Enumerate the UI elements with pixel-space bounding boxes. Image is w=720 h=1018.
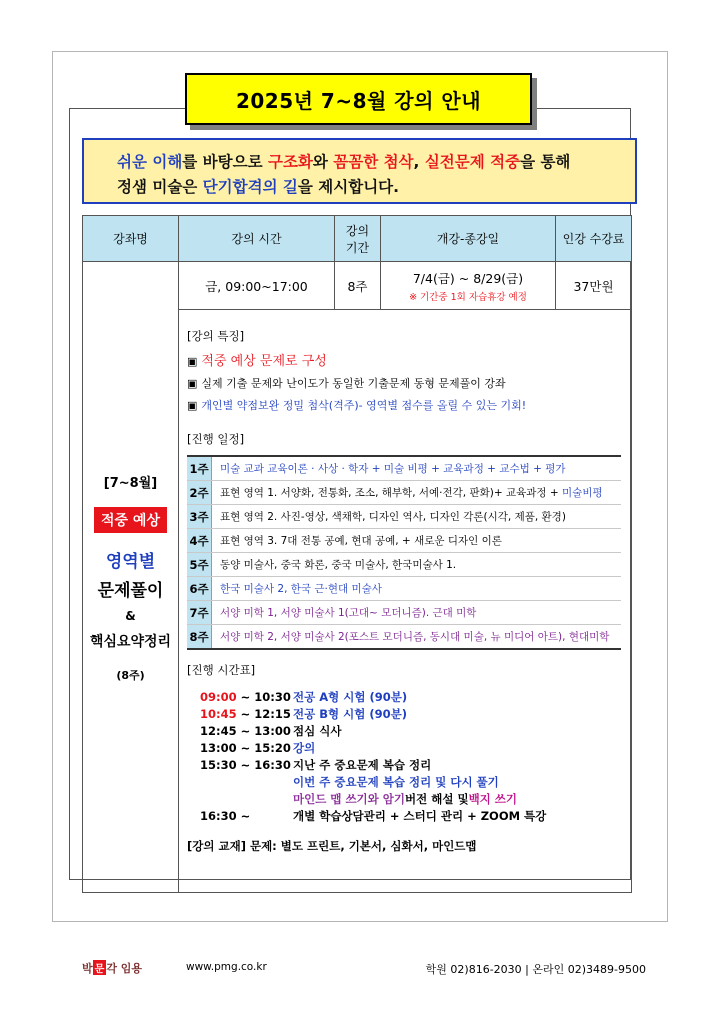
website-link[interactable]: www.pmg.co.kr — [186, 961, 267, 973]
table-row — [187, 577, 621, 601]
square-bullet-icon: ▣ — [187, 399, 198, 412]
tt-end: ~ 12:15 — [236, 706, 291, 721]
table-row — [187, 625, 621, 650]
header-dates: 개강-종강일 — [381, 216, 556, 262]
intro-text: 를 바탕으로 — [182, 153, 268, 171]
week-content — [212, 481, 622, 505]
week-label: 2주 — [187, 481, 212, 505]
intro-text: 실전문제 적중 — [424, 153, 521, 171]
intro-text: 와 — [312, 153, 334, 171]
header-course: 강좌명 — [83, 216, 179, 262]
feature-text: 적중 예상 문제로 구성 — [201, 354, 327, 369]
course-solve: 문제풀이 — [97, 580, 164, 601]
features-heading: [강의 특징] — [187, 329, 245, 343]
intro-text: 정샘 미술은 — [117, 178, 203, 196]
intro-text: 꼼꼼한 첨삭 — [333, 153, 414, 171]
tt-time — [200, 690, 293, 704]
schedule-heading: [진행 일정] — [187, 432, 245, 446]
header-period-l2: 기간 — [345, 240, 370, 255]
period-cell: 8주 — [335, 262, 381, 310]
schedule-table — [187, 455, 621, 650]
table-row — [187, 601, 621, 625]
week-text: 표현 영역 1. 서양화, 전통화, 조소, 해부학, 서예·전각, 판화)+ 교육과정 + — [220, 487, 563, 499]
tt-activity: 이번 주 중요문제 복습 정리 및 다시 풀기 — [293, 774, 499, 789]
tt-activity: 개별 학습상담관리 + 스터디 관리 + ZOOM 특강 — [293, 808, 547, 823]
square-bullet-icon: ▣ — [187, 355, 198, 368]
header-period — [335, 216, 381, 262]
course-weeks: (8주) — [116, 668, 145, 682]
week-label: 5주 — [187, 553, 212, 577]
week-content: 표현 영역 2. 사진-영상, 색채학, 디자인 역사, 디자인 각론(시각, 제품, 환경) — [212, 505, 622, 529]
header-period-l1: 강의 — [345, 223, 370, 238]
timetable-row — [200, 688, 631, 705]
week-label: 3주 — [187, 505, 212, 529]
table-header-row — [83, 216, 632, 262]
week-label: 1주 — [187, 456, 212, 481]
intro-text: 단기합격의 길 — [202, 178, 298, 196]
fee-cell: 37만원 — [556, 262, 632, 310]
table-row — [187, 529, 621, 553]
footer — [76, 960, 646, 980]
dates-cell — [381, 262, 556, 310]
logo-mark: 문 — [93, 960, 107, 975]
tt-activity: 전공 A형 시험 (90분) — [293, 689, 408, 704]
intro-text: 을 통해 — [520, 153, 571, 171]
timetable — [200, 688, 631, 824]
timetable-row — [200, 739, 631, 756]
tt-activity: 백지 쓰기 — [468, 791, 518, 806]
brand-logo — [82, 960, 142, 976]
week-content: 한국 미술사 2, 한국 근·현대 미술사 — [212, 577, 622, 601]
week-content: 서양 미학 2, 서양 미술사 2(포스트 모더니즘, 동시대 미술, 뉴 미디어 아트), 현대미학 — [212, 625, 622, 650]
week-text-tail: 미술비평 — [562, 487, 603, 499]
logo-part: 각 임용 — [106, 962, 143, 975]
table-row — [187, 505, 621, 529]
table-row — [187, 481, 621, 505]
tt-time — [200, 707, 293, 721]
course-core: 핵심요약정리 — [89, 633, 172, 650]
week-content: 표현 영역 3. 7대 전통 공예, 현대 공예, + 새로운 디자인 이론 — [212, 529, 622, 553]
feature-item — [187, 397, 631, 413]
tt-time: 16:30 ~ — [200, 808, 251, 823]
intro-text: 쉬운 이해 — [117, 153, 183, 171]
time-cell: 금, 09:00~17:00 — [179, 262, 335, 310]
week-label: 7주 — [187, 601, 212, 625]
course-amp: & — [125, 608, 136, 623]
timetable-row — [200, 756, 631, 773]
timetable-row — [200, 773, 631, 790]
tt-time: 13:00 ~ 15:20 — [200, 740, 291, 755]
intro-line-2 — [117, 175, 635, 200]
timetable-row — [200, 790, 631, 807]
intro-text: 구조화 — [267, 153, 313, 171]
table-row — [187, 553, 621, 577]
feature-text: 실제 기출 문제와 난이도가 동일한 기출문제 동형 문제풀이 강좌 — [201, 377, 506, 390]
tt-activity: 전공 B형 시험 (90분) — [293, 706, 407, 721]
logo-part: 박 — [82, 962, 93, 975]
course-area: 영역별 — [105, 551, 156, 572]
week-content: 미술 교과 교육이론 · 사상 · 학자 + 미술 비평 + 교육과정 + 교수법 + 평가 — [212, 456, 622, 481]
feature-item — [187, 375, 631, 391]
timetable-heading: [진행 시간표] — [187, 663, 256, 677]
table-row — [187, 456, 621, 481]
week-label: 6주 — [187, 577, 212, 601]
intro-text: 을 제시합니다. — [297, 178, 400, 196]
course-term: [7~8월] — [103, 475, 158, 491]
table-row — [83, 262, 632, 310]
page-title: 2025년 7~8월 강의 안내 — [185, 73, 532, 125]
intro-box — [82, 138, 637, 204]
detail-cell — [179, 310, 632, 893]
tt-activity: 지난 주 중요문제 복습 정리 — [293, 757, 432, 772]
tt-activity: 마인드 맵 쓰기와 암기 — [293, 791, 405, 806]
tt-activity: 강의 — [293, 740, 316, 755]
tt-time: 15:30 ~ 16:30 — [200, 757, 291, 772]
tt-start: 10:45 — [200, 706, 237, 721]
week-content: 동양 미술사, 중국 화론, 중국 미술사, 한국미술사 1. — [212, 553, 622, 577]
week-content: 서양 미학 1, 서양 미술사 1(고대~ 모더니즘). 근대 미학 — [212, 601, 622, 625]
tt-end: ~ 10:30 — [236, 689, 291, 704]
week-label: 4주 — [187, 529, 212, 553]
intro-text: , — [413, 153, 425, 171]
dates-text: 7/4(금) ~ 8/29(금) — [412, 270, 524, 286]
intro-line-1 — [117, 150, 635, 175]
timetable-row — [200, 722, 631, 739]
course-badge: 적중 예상 — [94, 507, 167, 533]
feature-text: 개인별 약점보완 정밀 첨삭(격주)- 영역별 점수를 올릴 수 있는 기회! — [201, 399, 527, 412]
timetable-row — [200, 705, 631, 722]
course-table — [82, 215, 632, 893]
header-fee: 인강 수강료 — [556, 216, 632, 262]
tt-start: 09:00 — [200, 689, 237, 704]
dates-notice: ※ 기간중 1회 자습휴강 예정 — [409, 291, 527, 303]
tt-time: 12:45 ~ 13:00 — [200, 723, 291, 738]
contact-phone: 학원 02)816-2030 | 온라인 02)3489-9500 — [425, 963, 646, 976]
header-time: 강의 시간 — [179, 216, 335, 262]
tt-activity: 버전 해설 및 — [405, 791, 469, 806]
tt-activity: 점심 식사 — [293, 723, 342, 738]
course-name-cell — [83, 262, 179, 893]
week-label: 8주 — [187, 625, 212, 650]
materials-text: [강의 교재] 문제: 별도 프린트, 기본서, 심화서, 마인드맵 — [187, 839, 477, 853]
feature-item — [187, 350, 631, 369]
timetable-row — [200, 807, 631, 824]
square-bullet-icon: ▣ — [187, 377, 198, 390]
